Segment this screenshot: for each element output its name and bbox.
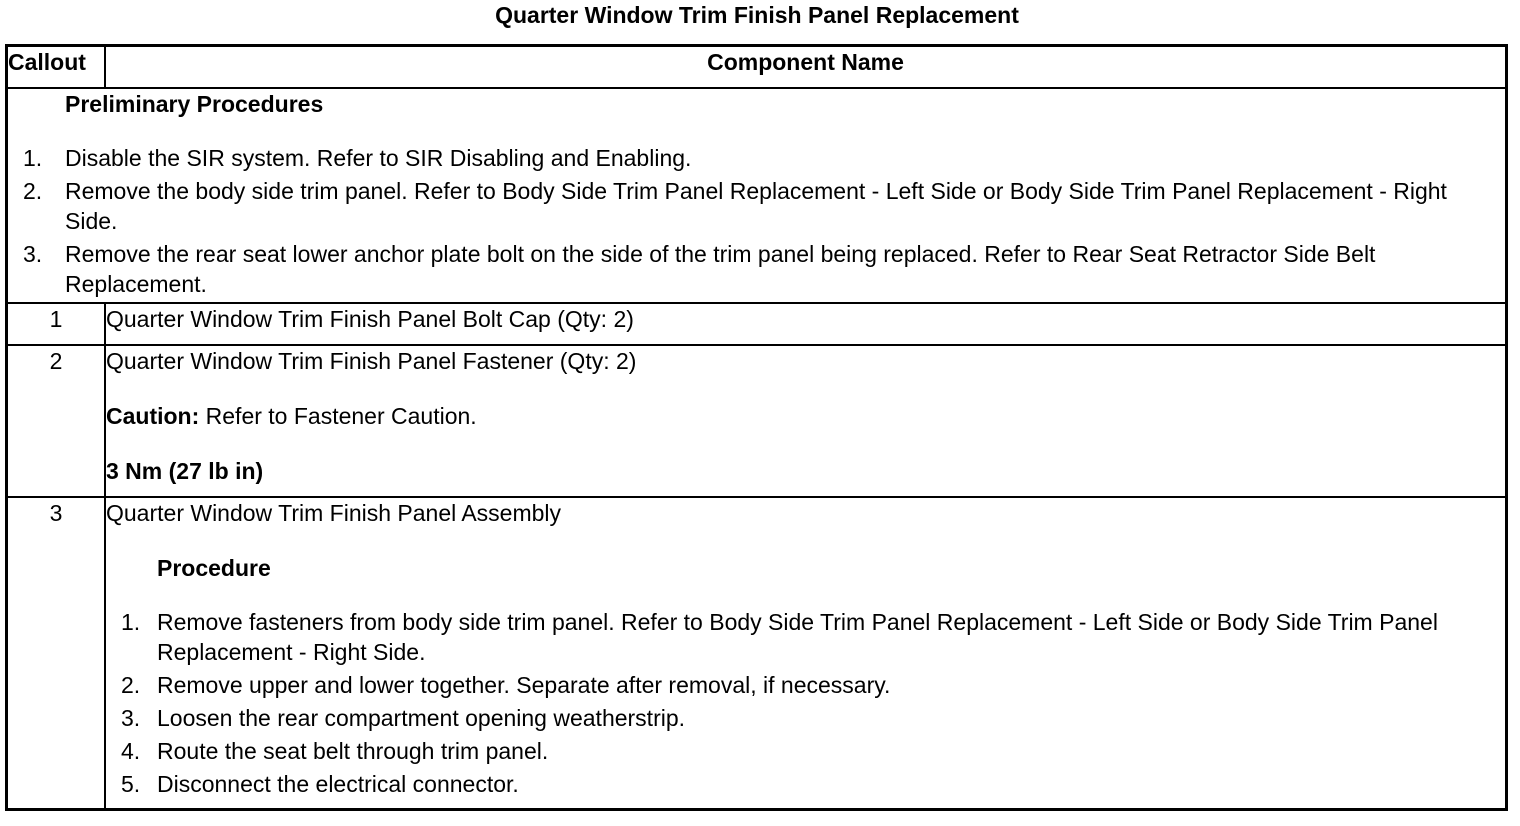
table-row <box>7 497 1507 810</box>
caution-note <box>106 401 1505 431</box>
procedure-heading: Procedure <box>157 555 271 581</box>
step-text: Disable the SIR system. Refer to SIR Disabling and Enabling. <box>65 145 692 171</box>
list-item <box>106 703 1505 733</box>
table-row <box>7 303 1507 345</box>
table-row <box>7 345 1507 497</box>
step-text: Route the seat belt through trim panel. <box>157 738 549 764</box>
component-name-cell: Quarter Window Trim Finish Panel Bolt Cap (Qty: 2) <box>105 303 1507 345</box>
torque-spec: 3 Nm (27 lb in) <box>106 458 264 484</box>
component-name-cell <box>105 345 1507 497</box>
step-text: Remove the body side trim panel. Refer to Body Side Trim Panel Replacement - Left Side or Body Side Trim Panel Replacement - Right Side. <box>65 178 1447 234</box>
table-header-row <box>7 46 1507 89</box>
procedure-steps-list <box>106 607 1505 799</box>
step-text: Loosen the rear compartment opening weatherstrip. <box>157 705 686 731</box>
list-item <box>106 670 1505 700</box>
step-number: 2. <box>121 672 141 698</box>
callout-column-header: Callout <box>7 46 106 89</box>
list-item <box>106 769 1505 799</box>
component-name: Quarter Window Trim Finish Panel Fastener (Qty: 2) <box>106 348 637 374</box>
component-table <box>5 44 1508 811</box>
step-number: 2. <box>23 178 43 204</box>
step-text: Remove upper and lower together. Separate after removal, if necessary. <box>157 672 891 698</box>
preliminary-procedures-cell <box>7 88 1507 303</box>
step-number: 5. <box>121 771 141 797</box>
list-item <box>8 143 1505 173</box>
caution-text: Refer to Fastener Caution. <box>199 403 477 429</box>
callout-cell: 1 <box>7 303 106 345</box>
step-number: 4. <box>121 738 141 764</box>
list-item <box>106 607 1505 667</box>
callout-cell: 3 <box>7 497 106 810</box>
list-item <box>8 239 1505 299</box>
list-item <box>106 736 1505 766</box>
list-item <box>8 176 1505 236</box>
component-name-column-header: Component Name <box>105 46 1507 89</box>
step-number: 3. <box>121 705 141 731</box>
step-number: 1. <box>121 609 141 635</box>
step-text: Remove fasteners from body side trim panel. Refer to Body Side Trim Panel Replacement - Left Side or Body Side Trim Panel Replacement - Right Side. <box>157 609 1438 665</box>
preliminary-procedures-row <box>7 88 1507 303</box>
step-text: Remove the rear seat lower anchor plate bolt on the side of the trim panel being replaced. Refer to Rear Seat Retractor Side Belt Replacement. <box>65 241 1376 297</box>
step-number: 3. <box>23 241 43 267</box>
step-text: Disconnect the electrical connector. <box>157 771 519 797</box>
document-title: Quarter Window Trim Finish Panel Replacement <box>495 2 1019 28</box>
callout-cell: 2 <box>7 345 106 497</box>
caution-label: Caution: <box>106 403 200 429</box>
step-number: 1. <box>23 145 43 171</box>
preliminary-procedures-heading: Preliminary Procedures <box>65 91 324 117</box>
component-name-cell <box>105 497 1507 810</box>
component-name: Quarter Window Trim Finish Panel Assembly <box>106 500 562 526</box>
preliminary-steps-list <box>8 143 1505 299</box>
